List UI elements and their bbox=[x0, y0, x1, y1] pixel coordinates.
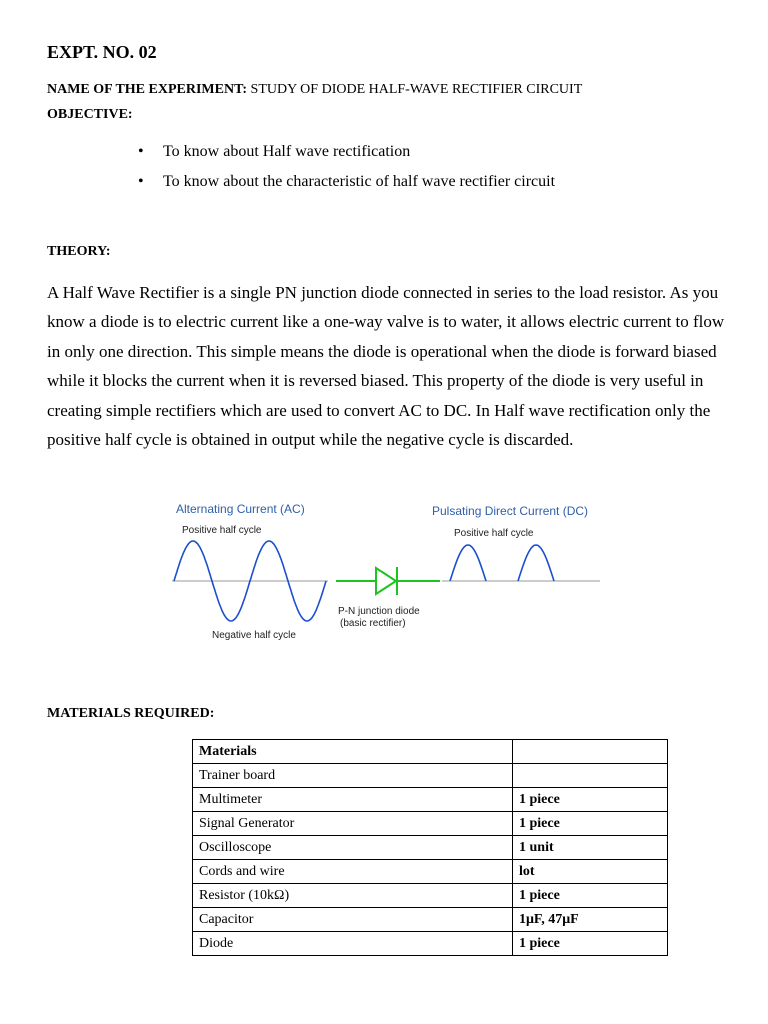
material-quantity bbox=[513, 764, 668, 788]
table-row bbox=[193, 764, 668, 788]
diode-label-line2: (basic rectifier) bbox=[340, 618, 406, 629]
theory-heading: THEORY: bbox=[47, 244, 111, 259]
material-quantity: 1 unit bbox=[513, 836, 668, 860]
list-item bbox=[138, 171, 556, 201]
materials-table bbox=[192, 739, 668, 956]
experiment-name-label: NAME OF THE EXPERIMENT: bbox=[47, 82, 248, 97]
objective-text: To know about the characteristic of half wave rectifier circuit bbox=[163, 173, 556, 190]
material-quantity: 1 piece bbox=[513, 932, 668, 956]
material-quantity: 1 piece bbox=[513, 884, 668, 908]
table-header-cell: Materials bbox=[193, 740, 513, 764]
bullet-icon: • bbox=[138, 143, 144, 160]
material-name: Oscilloscope bbox=[193, 836, 513, 860]
objective-list bbox=[138, 141, 556, 201]
material-quantity: lot bbox=[513, 860, 668, 884]
ac-title: Alternating Current (AC) bbox=[176, 502, 305, 516]
table-row bbox=[193, 860, 668, 884]
material-name: Cords and wire bbox=[193, 860, 513, 884]
diode-icon bbox=[376, 568, 396, 594]
material-name: Resistor (10kΩ) bbox=[193, 884, 513, 908]
dc-pulsating-wave bbox=[450, 545, 554, 581]
material-name: Diode bbox=[193, 932, 513, 956]
material-name: Trainer board bbox=[193, 764, 513, 788]
material-quantity: 1 piece bbox=[513, 788, 668, 812]
materials-heading: MATERIALS REQUIRED: bbox=[47, 706, 215, 721]
table-header-row bbox=[193, 740, 668, 764]
ac-positive-label: Positive half cycle bbox=[182, 525, 262, 536]
diode-label-line1: P-N junction diode bbox=[338, 606, 420, 617]
table-row bbox=[193, 932, 668, 956]
material-name: Multimeter bbox=[193, 788, 513, 812]
table-header-cell bbox=[513, 740, 668, 764]
dc-title: Pulsating Direct Current (DC) bbox=[432, 504, 589, 518]
experiment-name bbox=[47, 82, 582, 98]
theory-paragraph: A Half Wave Rectifier is a single PN junction diode connected in series to the load resistor. As you know a diode is to electric current like a one-way valve is to water, it allows electric current to flow in only one direction. This simple means the diode is operational when the diode is forward biased while it blocks the current when it is reversed biased. This property of the diode is very useful in creating simple rectifiers which are used to convert AC to DC. In Half wave rectification only the positive half cycle is obtained in output while the negative cycle is discarded. bbox=[47, 283, 725, 450]
table-row bbox=[193, 884, 668, 908]
table-row bbox=[193, 836, 668, 860]
material-quantity: 1 piece bbox=[513, 812, 668, 836]
experiment-name-value: STUDY OF DIODE HALF-WAVE RECTIFIER CIRCUIT bbox=[250, 82, 583, 97]
objective-heading: OBJECTIVE: bbox=[47, 107, 133, 122]
material-name: Capacitor bbox=[193, 908, 513, 932]
dc-positive-label: Positive half cycle bbox=[454, 528, 534, 539]
table-row bbox=[193, 908, 668, 932]
half-wave-diagram bbox=[160, 495, 610, 650]
table-row bbox=[193, 788, 668, 812]
experiment-number: EXPT. NO. 02 bbox=[47, 42, 157, 62]
table-row bbox=[193, 812, 668, 836]
material-quantity: 1μF, 47μF bbox=[513, 908, 668, 932]
bullet-icon: • bbox=[138, 173, 144, 190]
ac-negative-label: Negative half cycle bbox=[212, 630, 296, 641]
material-name: Signal Generator bbox=[193, 812, 513, 836]
objective-text: To know about Half wave rectification bbox=[163, 143, 411, 160]
list-item bbox=[138, 141, 555, 171]
